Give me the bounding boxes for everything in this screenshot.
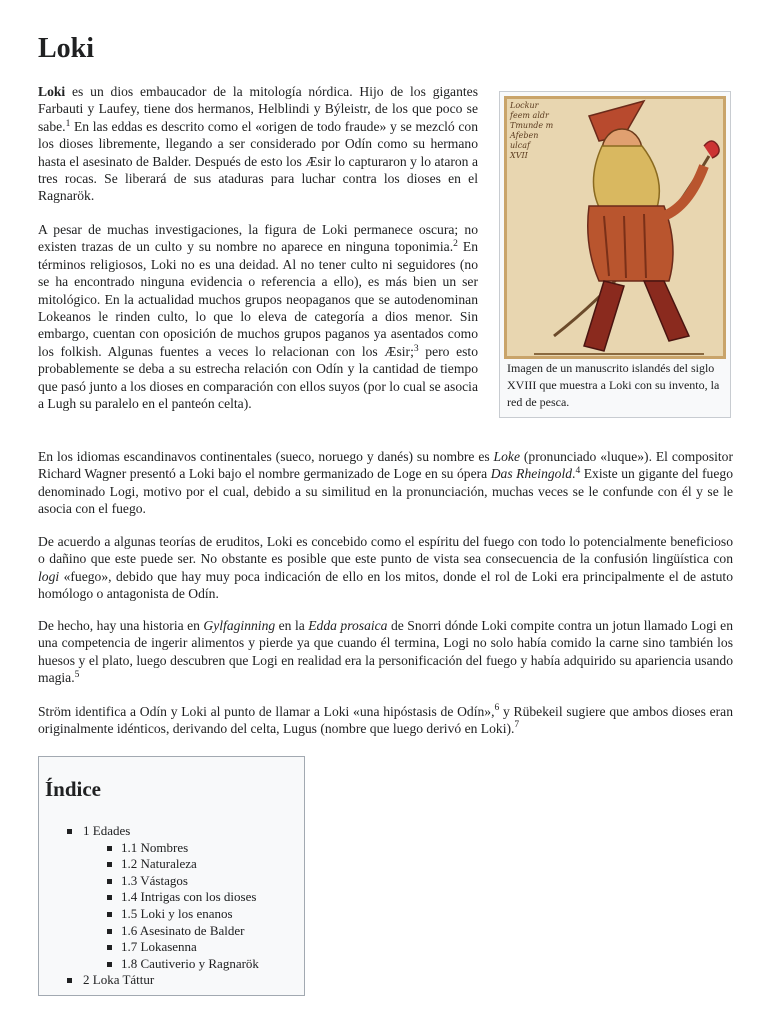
bullet-icon	[107, 879, 112, 884]
bullet-icon	[107, 862, 112, 867]
bullet-icon	[107, 912, 112, 917]
figure-caption: Imagen de un manuscrito islandés del siglo XVIII que muestra a Loki con su invento, la red de pesca.	[507, 361, 720, 410]
toc-item-1.8[interactable]	[121, 956, 259, 973]
text-span: En las eddas es descrito como el «origen de todo fraude» y se mezcló con los dioses libremente, llegando a ser considerado por Odín como su hermano hasta el asesinato de Balder. Después de esto los Æsir lo capturaron y lo ataron a tres rocas. Se liberará de sus ataduras para luchar contra los dioses en el Ragnarök.	[38, 118, 478, 204]
reference-link[interactable]: 6	[494, 703, 500, 713]
svg-text:Afeben: Afeben	[510, 131, 539, 140]
text-span: y Rübekeil sugiere que ambos dioses eran originalmente idénticos, derivando del celta, Lugus (nombre que luego derivó en Loki).	[38, 704, 733, 737]
text-span: es un dios embaucador de la mitología nórdica. Hijo de los gigantes Farbauti y Laufey, tiene dos hermanos, Helblindi y Býleistr, de los que poco se sabe.	[38, 84, 478, 134]
text-span: (pronunciado «luque»). El compositor Richard Wagner presentó a Loki bajo el nombre germanizado de Loge en su ópera	[38, 449, 733, 482]
text-span: A pesar de muchas investigaciones, la figura de Loki permanece oscura; no existen trazas de un culto y su nombre no aparece en ninguna toponimia.	[38, 222, 478, 255]
bullet-icon	[107, 962, 112, 967]
toc-item-label: 1.3 Vástagos	[121, 872, 188, 888]
toc-item-label: 1 Edades	[83, 823, 131, 838]
svg-text:ulcaf: ulcaf	[510, 141, 530, 150]
text-span: pero esto probablemente se deba a su estrecha relación con Odín y la cantidad de tiempo que pasó junto a los dioses en comparación con ellos suyos (por lo cual se asocia a Lugh su paralelo en el panteón celta).	[38, 343, 478, 412]
text-span: en la	[275, 618, 309, 633]
text-span: de Snorri dónde Loki compite contra un jotun llamado Logi en una competencia de ingerir alimentos y pierde ya que cuando él termina, Logi no solo había comido la carne sino también los huesos y el plato, luego descubren que Logi en realidad era la personificación del fuego y había adquirido su apariencia usando magia.	[38, 618, 733, 686]
text-span: De hecho, hay una historia en	[38, 618, 204, 633]
reference-link[interactable]: 3	[413, 343, 419, 354]
table-of-contents	[38, 756, 305, 996]
page-title: Loki	[38, 33, 95, 64]
toc-item-label: 2 Loka Táttur	[83, 972, 155, 988]
italic-term: Das Rheingold	[490, 466, 573, 482]
text-span: «fuego», debido que hay muy poca indicación de ello en los mitos, donde el rol de Loki era principalmente el de astuto homólogo o antagonista de Odín.	[38, 568, 733, 602]
toc-item-1.7[interactable]	[121, 939, 197, 956]
paragraph-6	[38, 703, 733, 738]
toc-item-1.3[interactable]	[121, 873, 188, 890]
paragraph-3	[38, 448, 733, 518]
toc-item-label: 1.1 Nombres	[121, 839, 189, 855]
toc-item-2[interactable]	[67, 972, 154, 989]
toc-item-label: 1.2 Naturaleza	[121, 856, 197, 872]
reference-link[interactable]: 1	[65, 118, 71, 129]
text-span: En términos religiosos, Loki no es una deidad. Al no tener culto ni seguidores (no se ha encontrado ninguna evidencia o referencia a ello), es más bien un ser mitológico. En la actualidad muchos grupos neopaganos que se autodenominan Lokeanos le rinden culto, lo que lo eleva de categoría a dios menor. Sin embargo, cuentan con oposición de muchos grupos paganos ya asentados como los folkish. Algunas fuentes a veces lo relacionan con los Æsir;	[38, 239, 478, 359]
bullet-icon	[67, 978, 72, 983]
text-span: .	[572, 466, 576, 482]
bullet-icon	[107, 929, 112, 934]
toc-item-1.4[interactable]	[121, 889, 256, 906]
text-span: Ström identifica a Odín y Loki al punto de llamar a Loki «una hipóstasis de Odín»,	[38, 704, 495, 719]
reference-link[interactable]: 2	[453, 239, 458, 250]
italic-term: Loke	[493, 449, 520, 464]
bullet-icon	[107, 945, 112, 950]
svg-text:Lockur: Lockur	[510, 101, 539, 110]
svg-text:Tmunde m: Tmunde m	[510, 121, 554, 130]
toc-item-1[interactable]	[67, 823, 130, 840]
toc-item-label: 1.4 Intrigas con los dioses	[121, 889, 257, 905]
loki-manuscript-image[interactable]	[504, 96, 726, 359]
italic-term: logi	[38, 568, 60, 584]
text-span: Existe un gigante del fuego denominado Logi, motivo por el cual, debido a su similitud en la pronunciación, muchas veces se le confunde con él y se le asocia con el fuego.	[38, 466, 733, 517]
paragraph-2	[38, 221, 478, 412]
svg-text:feem aldr: feem aldr	[510, 111, 549, 120]
italic-term: Edda prosaica	[308, 618, 388, 633]
svg-text:XVII: XVII	[510, 151, 528, 160]
text-span: De acuerdo a algunas teorías de eruditos, Loki es concebido como el espíritu del fuego con todo lo potencialmente beneficioso o dañino que este puede ser. No obstante es posible que este punto de vista sea consecuencia de la confusión lingüística con	[38, 534, 733, 567]
reference-link[interactable]: 7	[514, 720, 520, 731]
reference-link[interactable]: 5	[74, 670, 80, 681]
bullet-icon	[67, 829, 72, 834]
intro-paragraph	[38, 83, 478, 205]
toc-item-label: 1.6 Asesinato de Balder	[121, 922, 245, 938]
paragraph-4	[38, 533, 733, 603]
toc-item-1.1[interactable]	[121, 840, 188, 857]
toc-item-label: 1.7 Lokasenna	[121, 939, 197, 955]
bold-term: Loki	[38, 84, 66, 99]
toc-item-label: 1.8 Cautiverio y Ragnarök	[121, 955, 259, 971]
manuscript-illustration	[504, 96, 726, 359]
italic-term: Gylfaginning	[203, 618, 276, 633]
toc-item-label: 1.5 Loki y los enanos	[121, 906, 233, 921]
bullet-icon	[107, 846, 112, 851]
bullet-icon	[107, 895, 112, 900]
figure-box	[499, 91, 731, 418]
reference-link[interactable]: 4	[575, 466, 581, 477]
text-span: En los idiomas escandinavos continentales (sueco, noruego y danés) su nombre es	[38, 449, 494, 464]
toc-item-1.5[interactable]	[121, 906, 233, 923]
toc-item-1.6[interactable]	[121, 923, 244, 940]
toc-heading: Índice	[45, 777, 102, 801]
toc-item-1.2[interactable]	[121, 856, 197, 873]
paragraph-5	[38, 617, 733, 687]
